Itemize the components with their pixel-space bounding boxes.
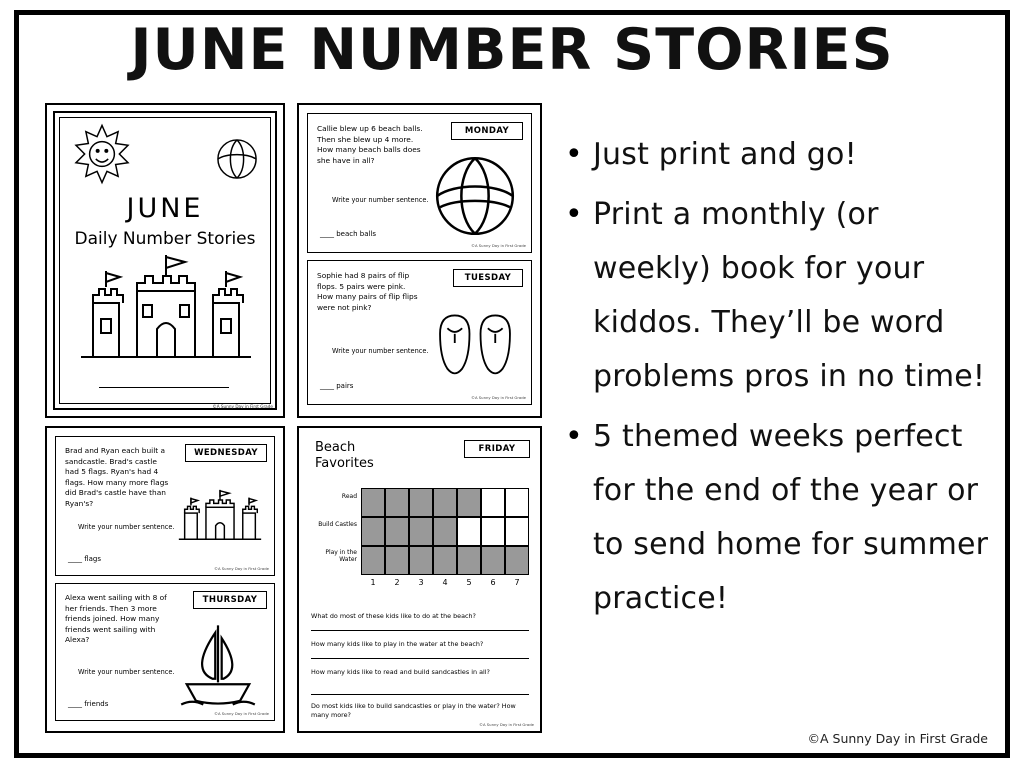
graph-col-label-4: 4 <box>442 578 448 587</box>
page-title: JUNE NUMBER STORIES <box>130 17 894 83</box>
bullet-dot-icon: • <box>565 419 583 454</box>
answer-rule <box>311 658 529 659</box>
bullet-text: Just print and go! <box>593 137 857 172</box>
credit-thursday: ©A Sunny Day in First Grade <box>214 711 269 716</box>
write-prompt-monday: Write your number sentence. <box>332 196 429 204</box>
graph-col-label-6: 6 <box>490 578 496 587</box>
credit-monday: ©A Sunny Day in First Grade <box>471 243 526 248</box>
graph-col-label-1: 1 <box>370 578 376 587</box>
copyright-footer: ©A Sunny Day in First Grade <box>807 731 988 746</box>
day-label-thursday: THURSDAY <box>193 591 267 609</box>
graph-cell <box>409 546 433 575</box>
bar-graph <box>313 488 531 600</box>
sandcastle-icon <box>71 253 261 365</box>
cover-credit: ©A Sunny Day in First Grade <box>212 404 273 409</box>
flip-flops-icon <box>429 305 521 381</box>
credit-tuesday: ©A Sunny Day in First Grade <box>471 395 526 400</box>
problem-text-wednesday: Brad and Ryan each built a sandcastle. Brad's castle had 5 flags. Ryan's had 4 flags. How many more flags did Brad's castle have than Ryan's? <box>65 446 169 508</box>
worksheet-previews <box>45 103 545 733</box>
beach-ball-icon <box>215 137 259 181</box>
graph-question-4: Do most kids like to build sandcastles or play in the water? How many more? <box>311 702 516 719</box>
graph-cell <box>385 546 409 575</box>
list-item <box>565 410 995 626</box>
graph-row-label-build-castles: Build Castles <box>318 521 357 528</box>
worksheet-cover-thumbnail[interactable] <box>45 103 285 418</box>
answer-rule <box>311 694 529 695</box>
graph-col-label-3: 3 <box>418 578 424 587</box>
bullet-dot-icon: • <box>565 137 583 172</box>
sandcastle-icon <box>174 477 266 555</box>
answer-line-wednesday: ____ flags <box>68 555 102 563</box>
write-prompt-tuesday: Write your number sentence. <box>332 347 429 355</box>
graph-grid <box>361 488 529 587</box>
day-label-wednesday: WEDNESDAY <box>185 444 267 462</box>
graph-col-label-5: 5 <box>466 578 472 587</box>
cover-name-line <box>99 387 229 388</box>
graph-cell <box>433 546 457 575</box>
cover-subtitle: Daily Number Stories <box>74 229 256 249</box>
problem-text-tuesday: Sophie had 8 pairs of flip flops. 5 pairs were pink. How many pairs of flip flips were not pink? <box>317 271 418 312</box>
graph-cell <box>481 517 505 546</box>
list-item <box>565 188 995 404</box>
worksheet-monday-tuesday-thumbnail[interactable] <box>297 103 542 418</box>
problem-card-monday <box>307 113 532 253</box>
answer-rule <box>311 630 529 631</box>
write-prompt-wednesday: Write your number sentence. <box>78 523 175 531</box>
answer-line-tuesday: ____ pairs <box>320 382 354 390</box>
graph-cell <box>361 488 385 517</box>
graph-cell <box>481 546 505 575</box>
beach-ball-icon <box>433 154 517 238</box>
sailboat-icon <box>170 618 266 710</box>
write-prompt-thursday: Write your number sentence. <box>78 668 175 676</box>
graph-row-label-play-in-the-water: Play in the Water <box>325 549 357 563</box>
graph-question-3: How many kids like to read and build sandcastles in all? <box>311 668 490 676</box>
graph-cell <box>409 488 433 517</box>
credit-wednesday: ©A Sunny Day in First Grade <box>214 566 269 571</box>
graph-cell <box>361 546 385 575</box>
graph-cell <box>457 546 481 575</box>
graph-cell <box>505 488 529 517</box>
graph-cell <box>433 488 457 517</box>
problem-card-thursday <box>55 583 275 721</box>
worksheet-friday-thumbnail[interactable] <box>297 426 542 733</box>
bullet-text: Print a monthly (or weekly) book for your kiddos. They’ll be word problems pros in no time! <box>593 197 986 394</box>
graph-cell <box>385 488 409 517</box>
cover-month-label: JUNE <box>126 193 204 224</box>
day-label-tuesday: TUESDAY <box>453 269 523 287</box>
graph-cell <box>361 517 385 546</box>
graph-question-1: What do most of these kids like to do at the beach? <box>311 612 476 620</box>
graph-cell <box>433 517 457 546</box>
answer-line-thursday: ____ friends <box>68 700 109 708</box>
graph-cell <box>409 517 433 546</box>
graph-question-2: How many kids like to play in the water at the beach? <box>311 640 484 648</box>
graph-col-label-2: 2 <box>394 578 400 587</box>
problem-card-tuesday <box>307 260 532 405</box>
answer-line-monday: ____ beach balls <box>320 230 377 238</box>
graph-title: Beach Favorites <box>315 440 374 472</box>
feature-bullet-list <box>565 128 995 632</box>
graph-cell <box>457 517 481 546</box>
credit-friday: ©A Sunny Day in First Grade <box>479 722 534 727</box>
problem-text-monday: Callie blew up 6 beach balls. Then she blew up 4 more. How many beach balls does she have in all? <box>317 124 423 165</box>
graph-cell <box>457 488 481 517</box>
day-label-monday: MONDAY <box>451 122 523 140</box>
graph-cell <box>385 517 409 546</box>
worksheet-wednesday-thursday-thumbnail[interactable] <box>45 426 285 733</box>
problem-text-thursday: Alexa went sailing with 8 of her friends. Then 3 more friends joined. How many friends went sailing with Alexa? <box>65 593 167 645</box>
graph-col-label-7: 7 <box>514 578 520 587</box>
problem-card-wednesday <box>55 436 275 576</box>
graph-cell <box>505 517 529 546</box>
list-item <box>565 128 995 182</box>
graph-cell <box>505 546 529 575</box>
bullet-dot-icon: • <box>565 197 583 232</box>
sun-icon <box>71 123 133 185</box>
day-label-friday: FRIDAY <box>464 440 530 458</box>
graph-row-label-read: Read <box>341 493 357 500</box>
graph-cell <box>481 488 505 517</box>
bullet-text: 5 themed weeks perfect for the end of the year or to send home for summer practice! <box>593 419 989 616</box>
